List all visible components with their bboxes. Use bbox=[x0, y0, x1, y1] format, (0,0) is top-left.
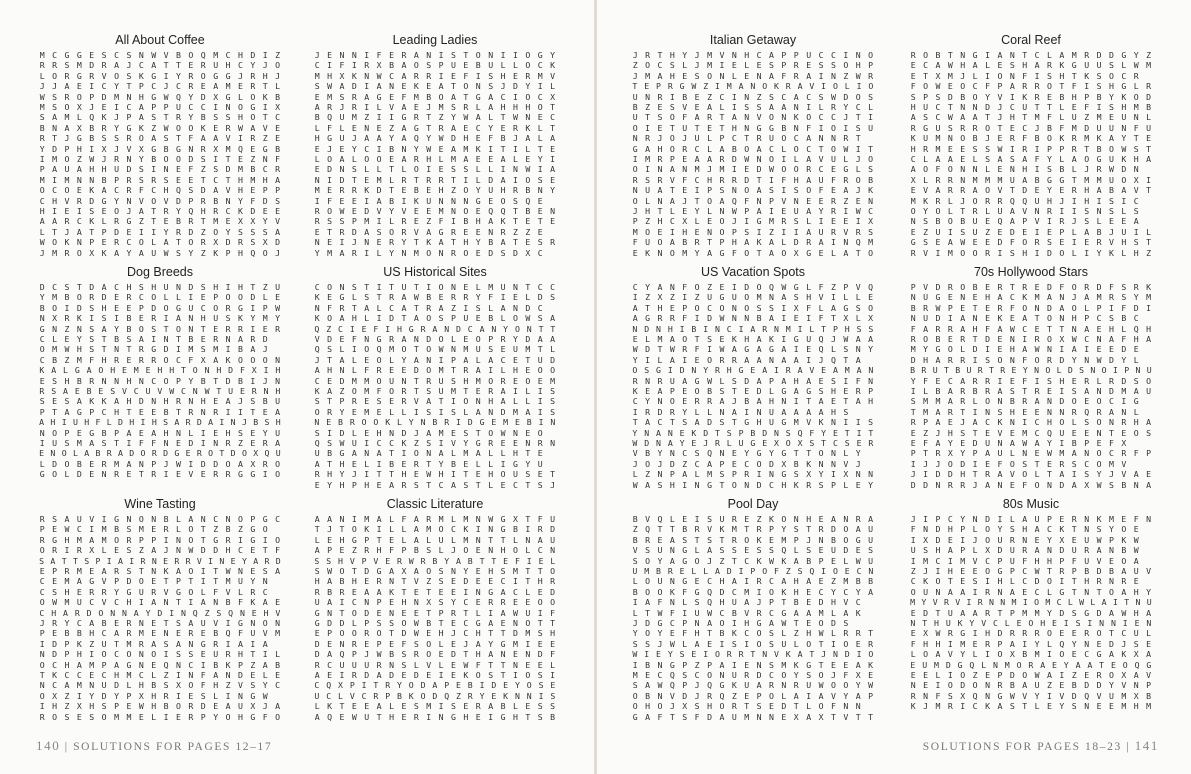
grid-row: Y D P H I X J V X G B G N R X M Q E G B bbox=[39, 143, 281, 154]
grid-row: J J A E I C Y T P C J C R E A M E R T L bbox=[39, 81, 281, 92]
grid-row: R O B E R T D E N I R O X W C N A F H A bbox=[910, 334, 1152, 344]
grid-row: N E I J N E R Y T K A T H Y B A T E S R bbox=[314, 237, 556, 248]
footer-divider: | bbox=[1126, 741, 1135, 753]
grid-row: J E N N I F E R A N I S T O N I I O G Y bbox=[314, 50, 556, 60]
grid-row: S S J W L A E I S I O S U L O T I O E R bbox=[632, 638, 874, 649]
grid-row: J I D D H T R A V O L T A I S Y J V A E bbox=[910, 469, 1152, 480]
letter-grid bbox=[311, 50, 559, 258]
grid-row: G O L D E N R E T R I E V E R R G G I O bbox=[39, 469, 281, 480]
grid-row: R O S E S O M M E L I E R P Y O H G F O bbox=[39, 711, 281, 722]
grid-row: R N R U A G W L S D A P A H A E S I F N bbox=[632, 375, 874, 386]
grid-row: R O W E D V Y V E E M N O E Q Q T B E N bbox=[314, 206, 556, 216]
grid-row: C S H E R R Y G U R V G O L F V L R C bbox=[39, 586, 268, 597]
grid-row: B Q U M Z I I G R T Z Y W A L T W N E C bbox=[314, 112, 556, 123]
grid-row: G N T O D E N E E T P R T L I A W U I F bbox=[314, 607, 556, 618]
running-footer: SOLUTIONS FOR PAGES 18–23 bbox=[922, 741, 1122, 753]
grid-row: Y I L A I E O R R A A N A A I J Q T A bbox=[632, 354, 861, 365]
grid-row: M O E I H E N O P S I Z I I A U R V R S bbox=[632, 226, 874, 237]
grid-row: M S O X J E I C A P P U C C I N O G I X bbox=[39, 102, 281, 112]
grid-row: F H H I M E R P A I Y L Q Y N E D J S E bbox=[910, 638, 1152, 649]
grid-row: R P A E J A C K N I C H O L S O N R H A bbox=[910, 417, 1152, 428]
grid-row: M H X K N W C A R R I E F I S H E R M V bbox=[314, 70, 556, 81]
letter-grid bbox=[907, 50, 1155, 258]
grid-row: Z J I H E E O G P C W T R P B D B A U V bbox=[910, 566, 1152, 576]
grid-row: I B N G P Z P A I E N S M K G T E E A K bbox=[632, 659, 874, 670]
grid-row: E T X M J L I O N F I S H T K S O C R bbox=[910, 70, 1139, 81]
grid-row: I L B A R B R A S T R E I S A N D M A U bbox=[910, 386, 1152, 396]
grid-row: O R I R X L E S Z A J N W D D H C E T F bbox=[39, 545, 281, 556]
grid-row: N D P H I O C O N O I S S E U R H T I L bbox=[39, 649, 281, 660]
grid-row: N S B O B U E Q A P V I R J S L E E A bbox=[910, 216, 1139, 227]
grid-row: I M R P E A A R D W N O I L A V U L J O bbox=[632, 154, 874, 164]
grid-row: E L M A O T S E K H A K I G U Q J W A A bbox=[632, 334, 874, 344]
grid-row: U M B R E L L A D I P O F Z S Q I O E C N bbox=[632, 566, 874, 576]
puzzle-wine-tasting bbox=[36, 496, 284, 724]
puzzle-title: All About Coffee bbox=[115, 33, 205, 47]
grid-row: N U A T E I P S N O A S I S O F E A J K bbox=[632, 185, 874, 196]
grid-row: H A B H E R N T V Z S E D E E C I T H R bbox=[314, 576, 556, 587]
grid-row: R V I M O O R I S H I D O L I Y K L H Z bbox=[910, 247, 1152, 258]
grid-row: E T R D A S O R V A G R E E N R Z Z E bbox=[314, 226, 543, 237]
grid-row: E V A R R A O V T D E Y E R H A B A V T bbox=[910, 185, 1152, 196]
grid-row: S M M A R L O N B R A N D O E O C I G bbox=[910, 396, 1139, 407]
grid-row: O H O J X S H O R T S E D T L O F N N bbox=[632, 701, 861, 712]
grid-row: M C G G E S C S N W V B O Q M C H D I Z bbox=[39, 50, 281, 60]
grid-row: J M A H E S O N L E N A F R A I N Z W R bbox=[632, 70, 874, 81]
letter-grid bbox=[907, 282, 1155, 490]
grid-row: C B Z M F H R E R R O C F X A K O O O N bbox=[39, 354, 281, 365]
grid-row: D D N R R J A N E F O N D A X W S B N A bbox=[910, 479, 1152, 490]
grid-row: R S S P M I L R E Z F I B H A K T E T E bbox=[314, 216, 556, 227]
grid-row: T A C T S A D S T G H U G M V K N I I S bbox=[632, 417, 874, 428]
grid-row: O I E T U T E T H N G G B N F I O I S U bbox=[632, 122, 874, 133]
grid-row: U B G A N A T I O N A L M A L L H T E bbox=[314, 448, 543, 459]
grid-row: L F L E N E Z A G T R A E C Y E R K L T bbox=[314, 122, 556, 133]
grid-row: C H V R D G Y N V O V D P R B N Y F D S bbox=[39, 195, 281, 206]
grid-row: X L R R N M M M U A B G G T M M U O X I bbox=[910, 174, 1152, 185]
grid-row: K E G L S T R A W B E R R Y F I E L D S bbox=[314, 292, 556, 303]
grid-row: E N O L A B R A D O R D G E R O T D O X Q U bbox=[39, 448, 281, 459]
grid-row: W A S H I N G T O N D C H K R S P L E Y bbox=[632, 479, 874, 490]
grid-row: H G U J A A Y A Q Y W D H E F B J A L A bbox=[314, 133, 556, 144]
puzzle-title: Pool Day bbox=[727, 497, 779, 511]
puzzle-title: US Historical Sites bbox=[383, 265, 487, 279]
grid-row: N T H U K Y V C L E O H E I S I N N I E N bbox=[910, 618, 1152, 628]
grid-row: G D D L P S S O W B T E C G A E N O T T bbox=[314, 618, 556, 628]
puzzle-title: Wine Tasting bbox=[124, 497, 196, 511]
puzzle-us-historical-sites bbox=[311, 264, 559, 492]
grid-row: L O A L O O E A R H L M A E E A L E Y I bbox=[314, 154, 556, 164]
grid-row: I U S M A S T I F F N E D I N R Z E R A bbox=[39, 438, 281, 448]
grid-row: M K R L J O R R Q Q U H J I H I S I C bbox=[910, 195, 1139, 206]
grid-row: K O A H L I D T A O S P U E B L O W S A bbox=[314, 313, 556, 324]
grid-row: G A H O R C L A B O A C L O C T O W I T bbox=[632, 143, 874, 154]
grid-row: S O Y A G O J Z T C K W K A B P E L W U bbox=[632, 555, 874, 566]
grid-row: C H A R D O N N A Y D I N Q Z S Q N E H V bbox=[39, 607, 281, 618]
grid-row: R H Y J I T T H E W H I T E H O U S E T bbox=[314, 469, 556, 480]
grid-row: E Y H P H E A R S T C A S T L E C T S J bbox=[314, 479, 556, 490]
grid-row: B R E A S T S T R O K E M P J N B O G U bbox=[632, 534, 874, 545]
grid-row: D C S T D A C H S H U N D S H I H T Z U bbox=[39, 282, 281, 292]
grid-row: C E D M M O U N T R U S H M O R E O E M bbox=[314, 375, 556, 386]
grid-row: E M S R A G E F M B O A T G A C I O C X bbox=[314, 91, 556, 102]
grid-row: M Y V R V I R N N M I O M C L W L A I T N U bbox=[910, 597, 1152, 608]
grid-row: H R M E E S S W I R I P P R T B O W S T bbox=[910, 143, 1152, 154]
grid-row: E D N S L L T L O I E S S L L I N W I A bbox=[314, 164, 556, 175]
grid-row: I H Z X H S P E W H B O R D E A U X J A bbox=[39, 701, 281, 712]
grid-row: D E N R E P E F S O L E J A Y G M I E E bbox=[314, 638, 556, 649]
grid-row: S A M L Q K J P A S T R Y B S S H O T C bbox=[39, 112, 281, 123]
grid-row: C L A A E L S A S A F Y L A O G U K H A bbox=[910, 154, 1152, 164]
right-page-footer bbox=[923, 738, 1159, 754]
grid-row: I M O Z W J R N Y B O O D S I T E Z N F bbox=[39, 154, 281, 164]
grid-row: E P O O R O T D W E H J C H T T D M S H bbox=[314, 628, 556, 639]
grid-row: F U O A B R T P H A K A L D R A I N Q M bbox=[632, 237, 874, 248]
grid-row: P T A G P C H T E E B T R N R I I T E A bbox=[39, 406, 281, 417]
grid-row: S S H V P V E R W R B Y A B T T E F I E L bbox=[314, 555, 556, 566]
grid-row: K A L G A O H E M E H H T O N H D F X I H bbox=[39, 365, 281, 376]
running-footer: SOLUTIONS FOR PAGES 12–17 bbox=[73, 741, 273, 753]
grid-row: P E B B H C A R M E N E R E B Q F U V M bbox=[39, 628, 281, 639]
grid-row: S I D L E H N D J A M E S T O W N E O bbox=[314, 427, 543, 438]
puzzle-70s-hollywood-stars bbox=[907, 264, 1155, 492]
grid-row: E U M D G Q L N M O R A E Y A A T E O Q G bbox=[910, 659, 1152, 670]
grid-row: H I E I S E O J A T R Y Q H R C K D E E bbox=[39, 206, 281, 216]
grid-row: O U N A A I R N A E C L G T N T O A H Y bbox=[910, 586, 1152, 597]
grid-row: A A R C K L R G Z T E B R T M E X X Y V bbox=[39, 216, 281, 227]
grid-row: M I M N N B P R S R S E E T C T H M H A bbox=[39, 174, 281, 185]
grid-row: R O B T N G I A N T C L A M R D D G Y Z bbox=[910, 50, 1152, 60]
letter-grid bbox=[629, 514, 877, 722]
grid-row: O C H A M P A G N E Q N C I B K P Z A B bbox=[39, 659, 281, 670]
letter-grid bbox=[311, 514, 559, 722]
letter-grid bbox=[629, 50, 877, 258]
grid-row: O W M U C V C H I A N T I A N B F K A E bbox=[39, 597, 281, 608]
grid-row: T M A R T I N S H E E N N R Q R A N L bbox=[910, 406, 1139, 417]
footer-divider: | bbox=[64, 741, 74, 753]
grid-row: W S R O P D M N H G W Q Y D X G L O K B bbox=[39, 91, 281, 102]
grid-row: O B N V D J R Q Z E P O L A I A V Y A P bbox=[632, 690, 874, 701]
grid-row: K J M R I C K A S T L E Y S N E E M H M bbox=[910, 701, 1152, 712]
grid-row: H U C T N N D J C U T T L E F I S H M B bbox=[910, 102, 1152, 112]
grid-row: F A R R A H F A W C E T T N A E H L Q H bbox=[910, 323, 1152, 334]
grid-row: P A U A H H U D S I N E F Z S D M B C R bbox=[39, 164, 281, 175]
grid-row: J O J D Z C A P E C O D X B K N N V J bbox=[632, 458, 861, 469]
grid-row: G N Z N S A Y B O S T O N T E R R I E R bbox=[39, 323, 281, 334]
letter-grid bbox=[36, 50, 284, 258]
grid-row: O I N A N M J M I E D W O O R C E G L S bbox=[632, 164, 874, 175]
grid-row: N X R K I S I B E R I A N H U S K Y M Y bbox=[39, 313, 281, 324]
grid-row: V D E F N G R A N D O L E O P R Y D A A bbox=[314, 334, 556, 344]
grid-row: Y O Y E F H T B K C O S L Z H W L R R T bbox=[632, 628, 874, 639]
grid-row: U S H A P L X D U R A N D U R A N B W bbox=[910, 545, 1139, 556]
grid-row: F N D H P L O Y S H A C K T N S Y O E bbox=[910, 524, 1139, 535]
grid-row: O X Z I Y D Y P X H R I E S L I N G W bbox=[39, 690, 268, 701]
grid-row: A P E Z R H F P B S L J O E N H O L C N bbox=[314, 545, 556, 556]
grid-row: R G U S R R O T E C J B F M D U U N F U bbox=[910, 122, 1152, 133]
grid-row: F O W E O C F P A R R O T F I S H G L R bbox=[910, 81, 1152, 92]
puzzle-classic-literature bbox=[311, 496, 559, 724]
grid-row: B O I D S H E E P D O G U C O R G I P W bbox=[39, 302, 281, 313]
grid-row: D A Q P J W B S R O E D T H A N E N D F bbox=[314, 649, 556, 660]
grid-row: A O F O N N L E N H I S B L J R W D N bbox=[910, 164, 1139, 175]
grid-row: Y M B O R D E R C O L L I E P O O D L E bbox=[39, 292, 281, 303]
left-page bbox=[0, 0, 594, 774]
grid-row: U C L V C R P B K O D Q Z R Y E K N N I S bbox=[314, 690, 556, 701]
grid-row: R B R E A A K T E T E E I N G A C L E D bbox=[314, 586, 556, 597]
grid-row: W I E Y S E I O R R T N V K A T J N D I O bbox=[632, 649, 874, 660]
grid-row: M E C Q S C O N U R D C O Y S O J F X E bbox=[632, 670, 874, 680]
grid-row: O S G I D N Y R H G E A I R A V E A M A N bbox=[632, 365, 874, 376]
letter-grid bbox=[311, 282, 559, 490]
grid-row: A G R R F I D W N N B A I E I F T X L X bbox=[632, 313, 874, 324]
grid-row: Z Q T T B R V K M T R P Y S T R D O A U bbox=[632, 524, 874, 535]
grid-row: J H T L E Y L N W P A I E U A Y R I W C bbox=[632, 206, 874, 216]
puzzle-title: Classic Literature bbox=[386, 497, 484, 511]
puzzle-all-about-coffee bbox=[36, 32, 284, 260]
grid-row: S T P R E S E R V A T I O N H A L L I S bbox=[314, 396, 556, 407]
grid-row: N C A M N U D L H B S X O F H Z V S Y C bbox=[39, 680, 281, 691]
grid-row: I A F N L S Q H U A J P T B E D H V C bbox=[632, 597, 861, 608]
grid-row: J I P C Y N D I L A U P E R N K M E F N bbox=[910, 514, 1152, 524]
grid-row: T E P R G W Z I M A N O K R A V I O L I O bbox=[632, 81, 874, 92]
grid-row: R G H M A M O R P P I N O T G R I G I O bbox=[39, 534, 281, 545]
letter-grid bbox=[907, 514, 1155, 722]
grid-row: E F A Y E D U N A W A Y I B P E F X bbox=[910, 438, 1127, 448]
grid-row: L E H G P T E L A L U L M N T T L N A U bbox=[314, 534, 556, 545]
grid-row: U T S O F A R T A N V O N K O C C J T I bbox=[632, 112, 874, 123]
letter-grid bbox=[629, 282, 877, 490]
puzzle-us-vacation-spots bbox=[629, 264, 877, 492]
page-number: 140 bbox=[36, 738, 61, 753]
puzzle-italian-getaway bbox=[629, 32, 877, 260]
grid-row: T K C C E C H M C L Z I N F A N D E L E bbox=[39, 670, 281, 680]
grid-row: L K T E E A L E S M I S E R A B L E S S bbox=[314, 701, 556, 712]
grid-row: O R Y E M E L L I S I S L A N D M A I S bbox=[314, 406, 556, 417]
grid-row: R S A E B E S V C U V W C N W T U E R N H bbox=[39, 386, 281, 396]
grid-row: A H I U H F L D H I H S A R D A I N J B S H bbox=[39, 417, 281, 428]
grid-row: S P S D B O Y V I K R E B H P B Y K O D bbox=[910, 91, 1152, 102]
grid-row: E Z U I S U Z E D E I E P L A B J U I L bbox=[910, 226, 1152, 237]
grid-row: C E M A G V P D O E T P T I T M U Y N bbox=[39, 576, 268, 587]
grid-row: Q Z C I E F I H G R A N D C A N Y O N T T bbox=[314, 323, 556, 334]
grid-row: E P R M E A R S T N K A O I T W N E S A bbox=[39, 566, 281, 576]
grid-row: E C A W H A L E S H A R K G U U S L W M bbox=[910, 60, 1152, 71]
grid-row: I Z X Z I Z U G U O M N A S H V I L L E bbox=[632, 292, 874, 303]
grid-row: B N A X B R Y G K Z W O O K E R W A V E bbox=[39, 122, 281, 133]
grid-row: N D N H I B I N C I A R N M I L T P H S S bbox=[632, 323, 874, 334]
grid-row: L O A V Y L I O X B M I O E C G A K X A bbox=[910, 649, 1152, 660]
grid-row: I R D R Y L L N A I N U A A A A H S bbox=[632, 406, 849, 417]
grid-row: C L E Y S T B S A I N T B E R N A R D bbox=[39, 334, 268, 344]
grid-row: I J J O D I E F O S T E R S C O M V bbox=[910, 458, 1127, 469]
grid-row: C O N S T I T U T I O N E L M U N T C C bbox=[314, 282, 556, 292]
grid-row: A Q E W U T H E R I N G H E I G H T S B bbox=[314, 711, 556, 722]
grid-row: J R T H Y J M V N H C A P P U C C I N O bbox=[632, 50, 874, 60]
grid-row: L Z N P A L M S P R I N G S X Y I X N N bbox=[632, 469, 874, 480]
grid-row: A T H E L I B E R T Y B E L L I G Y U bbox=[314, 458, 543, 469]
grid-row: N I D T E M L R T R R T I L D A I O S E bbox=[314, 174, 556, 185]
letter-grid bbox=[36, 282, 284, 490]
grid-row: R N F S X Q N G W V Y I V D Q V U M X B bbox=[910, 690, 1152, 701]
grid-row: N U G E N E H A C K M A N J A M R S Y M bbox=[910, 292, 1152, 303]
grid-row: O C O E K A C R F C H Q S D A V H E P P bbox=[39, 185, 281, 196]
grid-row: N E I O D O N R B A U Z E B D D Y V N P bbox=[910, 680, 1152, 691]
grid-row: N U D I A N E K E A T O N H P C S B C bbox=[910, 313, 1139, 324]
grid-row: E S H B R N N H N C O P Y B T D B I J N bbox=[39, 375, 281, 386]
grid-row: Y M A R I L Y N M O N R O E D S D X C bbox=[314, 247, 543, 258]
grid-row: E X W R G I H D R R R O E E R O T C U L bbox=[910, 628, 1152, 639]
grid-row: Y N A N E K D T S P B D N S Q F Y E T I T bbox=[632, 427, 874, 438]
grid-row: E Z J H S T E V E M C Q U E E N T E O S bbox=[910, 427, 1152, 438]
grid-row: S A T T S P I A I R N E R R V I N E Y A R D bbox=[39, 555, 281, 566]
grid-row: A R J R I L V A E J M S R L A H H H O T bbox=[314, 102, 556, 112]
grid-row: O L N A J T O A Q F N P V N E E R Z E N bbox=[632, 195, 874, 206]
grid-row: R S A U V I G N O N B L A N C N O P G C bbox=[39, 514, 281, 524]
puzzle-coral-reef bbox=[907, 32, 1155, 260]
grid-row: D H A R R I S O N F O R D Y N W D Y L bbox=[910, 354, 1139, 365]
grid-row: L T J A T P D E I I Y R D Z O Y S S S A bbox=[39, 226, 281, 237]
grid-row: I D P K Z U T M R A S A N G R I A I A bbox=[39, 638, 268, 649]
grid-row: B Z E S V E A L I S S A A N I L R Y C L bbox=[632, 102, 874, 112]
grid-row: N O P E G B P A E A H N L I E H S E Y U bbox=[39, 427, 281, 438]
grid-row: L T W F I U W C B V R C G A A M L A K bbox=[632, 607, 861, 618]
grid-row: J D G C P N A O I H G A W T E O D S bbox=[632, 618, 849, 628]
grid-row: Q S W U I C C K Z S I V Y G R E E N R N bbox=[314, 438, 556, 448]
grid-row: P E W C I M B S M E R L O T Z B Z G O bbox=[39, 524, 268, 535]
grid-row: O M W H S T N T R G D I M S M I B A J bbox=[39, 344, 268, 355]
grid-row: R R S M D R A J C A T T E R U H C Y J O bbox=[39, 60, 281, 71]
grid-row: V S U N G L A S S E S S Q L S E U D E S bbox=[632, 545, 874, 556]
grid-row: I X D E I J O U R N E Y X E U W P K W bbox=[910, 534, 1139, 545]
page-number: 141 bbox=[1134, 738, 1159, 753]
grid-row: K E A P E O B S T E D L G A G S H E R P bbox=[632, 386, 874, 396]
grid-row: E E L I O Z E P D O W A I Z E R O X A V bbox=[910, 670, 1152, 680]
grid-row: C Y A N F O Z E I D O Q W G L F Z P V Q bbox=[632, 282, 874, 292]
grid-row: M E R R K D T E B E H Z O Y U H R B N Y bbox=[314, 185, 556, 196]
puzzle-80s-music bbox=[907, 496, 1155, 724]
grid-row: L D O B E R M A N P J W I D D O A X R O bbox=[39, 458, 281, 469]
grid-row: S A W Q P J Q G K U A R N R U W O O Y W bbox=[632, 680, 874, 691]
grid-row: W D N A Y E J R L U G E X O X S T C S E R bbox=[632, 438, 874, 448]
grid-row: N F R T A L C A T R A Z I S L A N D C bbox=[314, 302, 543, 313]
grid-row: E J E Y C I B N Y W E A M K I T I L T E bbox=[314, 143, 556, 154]
grid-row: Z O C S L J M I E L E S P R E S S O H P bbox=[632, 60, 874, 71]
grid-row: E K N O M Y A G F O T A O X G E L A T O bbox=[632, 247, 874, 258]
grid-row: R S R V F C H R R D T I F H A U F R O B bbox=[632, 174, 874, 185]
puzzle-pool-day bbox=[629, 496, 877, 724]
grid-row: N E B R O O K L Y N B R I D G E M E B I N bbox=[314, 417, 556, 428]
grid-row: G S E A W E E D F O R S E I E R V H S T bbox=[910, 237, 1152, 248]
grid-row: I M C I M V C P U F H H P F U V E O A bbox=[910, 555, 1139, 566]
puzzle-title: 70s Hollywood Stars bbox=[974, 265, 1088, 279]
grid-row: S W O T D G A X A O S N Y E H S M T T O bbox=[314, 566, 556, 576]
grid-row: B R W P E T E R F O N D A O L P I F D I bbox=[910, 302, 1152, 313]
puzzle-title: US Vacation Spots bbox=[701, 265, 805, 279]
grid-row: V B Y N C S Q N E Y G Y G T T O N L Y bbox=[632, 448, 861, 459]
grid-row: C Y N O E R R A J B A H N I T A E T A H bbox=[632, 396, 874, 407]
puzzle-title: Dog Breeds bbox=[126, 265, 193, 279]
puzzle-title: 80s Music bbox=[1002, 497, 1060, 511]
grid-row: A S C W A A T J H T M F L U Z M E U N L bbox=[910, 112, 1152, 123]
grid-row: B O O K F G Q D C M I O K H E C Y C Y A bbox=[632, 586, 874, 597]
letter-grid bbox=[36, 514, 284, 722]
grid-row: B R U T B U R T R E Y N O L D S N O I P N U bbox=[910, 365, 1152, 376]
grid-row: L O R G R V O S K G I Y R O G G J R H J bbox=[39, 70, 281, 81]
grid-row: O Y O L T R L U A V N R I I S N S L S bbox=[910, 206, 1139, 216]
grid-row: U N R I B E Z C I N Z S C A C S W D O S bbox=[632, 91, 874, 102]
grid-row: C Q X P I T R Y O D A P E B I D E Y O S E bbox=[314, 680, 556, 691]
puzzle-title: Leading Ladies bbox=[392, 33, 478, 47]
left-page-footer bbox=[36, 738, 272, 754]
puzzle-leading-ladies bbox=[311, 32, 559, 260]
grid-row: N R J O J U L P C T R U O C A N N R T bbox=[632, 133, 861, 144]
grid-row: W D T W R F I W A G A G A I E Q L S N Y bbox=[632, 344, 874, 355]
grid-row: J T A L E O L Y A N I P A L A C E T U D bbox=[314, 354, 556, 365]
grid-row: L O U N G E C H A I R C A H A E Z M B B bbox=[632, 576, 874, 587]
grid-row: C I F I R X B A O S P U E B U L L O C K bbox=[314, 60, 556, 71]
grid-row: S W A D I A N E K E A T O N S J D Y I L bbox=[314, 81, 556, 92]
grid-row: K A Z O M F O R T S U M T E R A I L I S bbox=[314, 386, 556, 396]
puzzle-title: Italian Getaway bbox=[709, 33, 797, 47]
grid-row: A A N I M A L F A R M L M N W G X T F U bbox=[314, 514, 556, 524]
grid-row: P T R X Y P A U L N E W M A N O C R F P bbox=[910, 448, 1152, 459]
grid-row: G A F T S F D A U M N N E X A X T V T T bbox=[632, 711, 874, 722]
grid-row: R T J G B S S R O A S T F A A V I R Z E bbox=[39, 133, 281, 144]
grid-row: T J T O K I L L A M O C K I N G B I R D bbox=[314, 524, 556, 535]
puzzle-dog-breeds bbox=[36, 264, 284, 492]
grid-row: U A I C N P E H N X S Y C E R R E E O O bbox=[314, 597, 556, 608]
grid-row: C K O T E S I H L C D O I T H R N R E bbox=[910, 576, 1139, 587]
grid-row: J R Y C A B E R N E T S A U V I G N O N bbox=[39, 618, 281, 628]
grid-row: K U M N O B J E R F B O K R M K A Y T E bbox=[910, 133, 1152, 144]
grid-row: Y F E C A R R I E F I S H E R L R D S O bbox=[910, 375, 1152, 386]
grid-row: A T H E P O C O N O S S I X F L A G S O bbox=[632, 302, 874, 313]
grid-row: E D T U A A R T P M M Y D S G D A W H A bbox=[910, 607, 1152, 618]
grid-row: S E S A K K A H D N H R N H E A J S B U bbox=[39, 396, 281, 407]
grid-row: B V Q L E I S U R E Z K O N H E A N R A bbox=[632, 514, 874, 524]
grid-row: R C U U U R N S L V L E W F T T N E E L bbox=[314, 659, 556, 670]
grid-row: W O K N P E R C O L A T O R X D R S X D bbox=[39, 237, 281, 248]
grid-row: I F E E I A B I K U N N N G E O S Q E bbox=[314, 195, 543, 206]
grid-row: P Z H C X L E O J I G M R S L I E E I X bbox=[632, 216, 874, 227]
right-page bbox=[597, 0, 1191, 774]
grid-row: Q S L I O Q M O T O W N M U S E U M T L bbox=[314, 344, 556, 355]
puzzle-title: Coral Reef bbox=[1001, 33, 1061, 47]
grid-row: J M R O X K A Y A U W S Y Z K P H Q O J bbox=[39, 247, 281, 258]
grid-row: A E I R D A D E D E I E K O S T I O S I bbox=[314, 670, 556, 680]
grid-row: A H N L F R E E D O M T R A I L H E O O bbox=[314, 365, 556, 376]
grid-row: M Y G O L D I E H A W N I A I E E D E bbox=[910, 344, 1139, 355]
grid-row: P V D R O B E R T R E D F O R D F S R K bbox=[910, 282, 1152, 292]
